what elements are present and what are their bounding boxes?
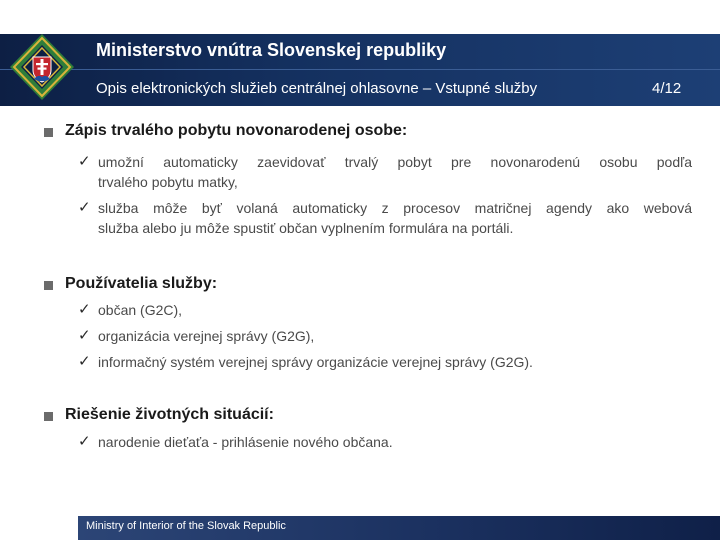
- checkmark-icon: ✓: [78, 199, 91, 216]
- section-heading-text: Používatelia služby:: [65, 275, 218, 292]
- slovak-coat-of-arms-icon: [8, 32, 76, 102]
- checkmark-icon: ✓: [78, 153, 91, 170]
- checkmark-icon: ✓: [78, 433, 91, 450]
- list-item-text: informačný systém verejnej správy organizácie verejnej správy (G2G).: [98, 354, 533, 370]
- square-bullet-icon: [44, 412, 53, 421]
- list-item-text: narodenie dieťaťa - prihlásenie nového občana.: [98, 434, 393, 450]
- footer-bar: [78, 516, 720, 540]
- list-item-text: [98, 198, 692, 238]
- list-item-line: trvalého pobytu matky,: [98, 174, 238, 190]
- header-divider: [0, 69, 720, 70]
- list-item-text: [98, 152, 692, 192]
- square-bullet-icon: [44, 128, 53, 137]
- slide-subtitle: Opis elektronických služieb centrálnej ohlasovne – Vstupné služby: [96, 80, 538, 97]
- ministry-title: Ministerstvo vnútra Slovenskej republiky: [96, 40, 447, 60]
- section-heading-text: Zápis trvalého pobytu novonarodenej osobe:: [65, 122, 408, 139]
- square-bullet-icon: [44, 281, 53, 290]
- checkmark-icon: ✓: [78, 353, 91, 370]
- list-item-line: služba môže byť volaná automaticky z procesov matričnej agendy ako webová: [98, 200, 692, 216]
- section-heading-text: Riešenie životných situácií:: [65, 406, 274, 423]
- list-item-text: organizácia verejnej správy (G2G),: [98, 328, 315, 344]
- slide-number: 4/12: [652, 80, 682, 97]
- checkmark-icon: ✓: [78, 327, 91, 344]
- list-item-line: služba alebo ju môže spustiť občan vyplnením formulára na portáli.: [98, 220, 514, 236]
- list-item-text: občan (G2C),: [98, 302, 183, 318]
- checkmark-icon: ✓: [78, 301, 91, 318]
- footer-text: Ministry of Interior of the Slovak Republic: [86, 520, 286, 532]
- list-item-line: umožní automaticky zaevidovať trvalý pobyt pre novonarodenú osobu podľa: [98, 154, 692, 170]
